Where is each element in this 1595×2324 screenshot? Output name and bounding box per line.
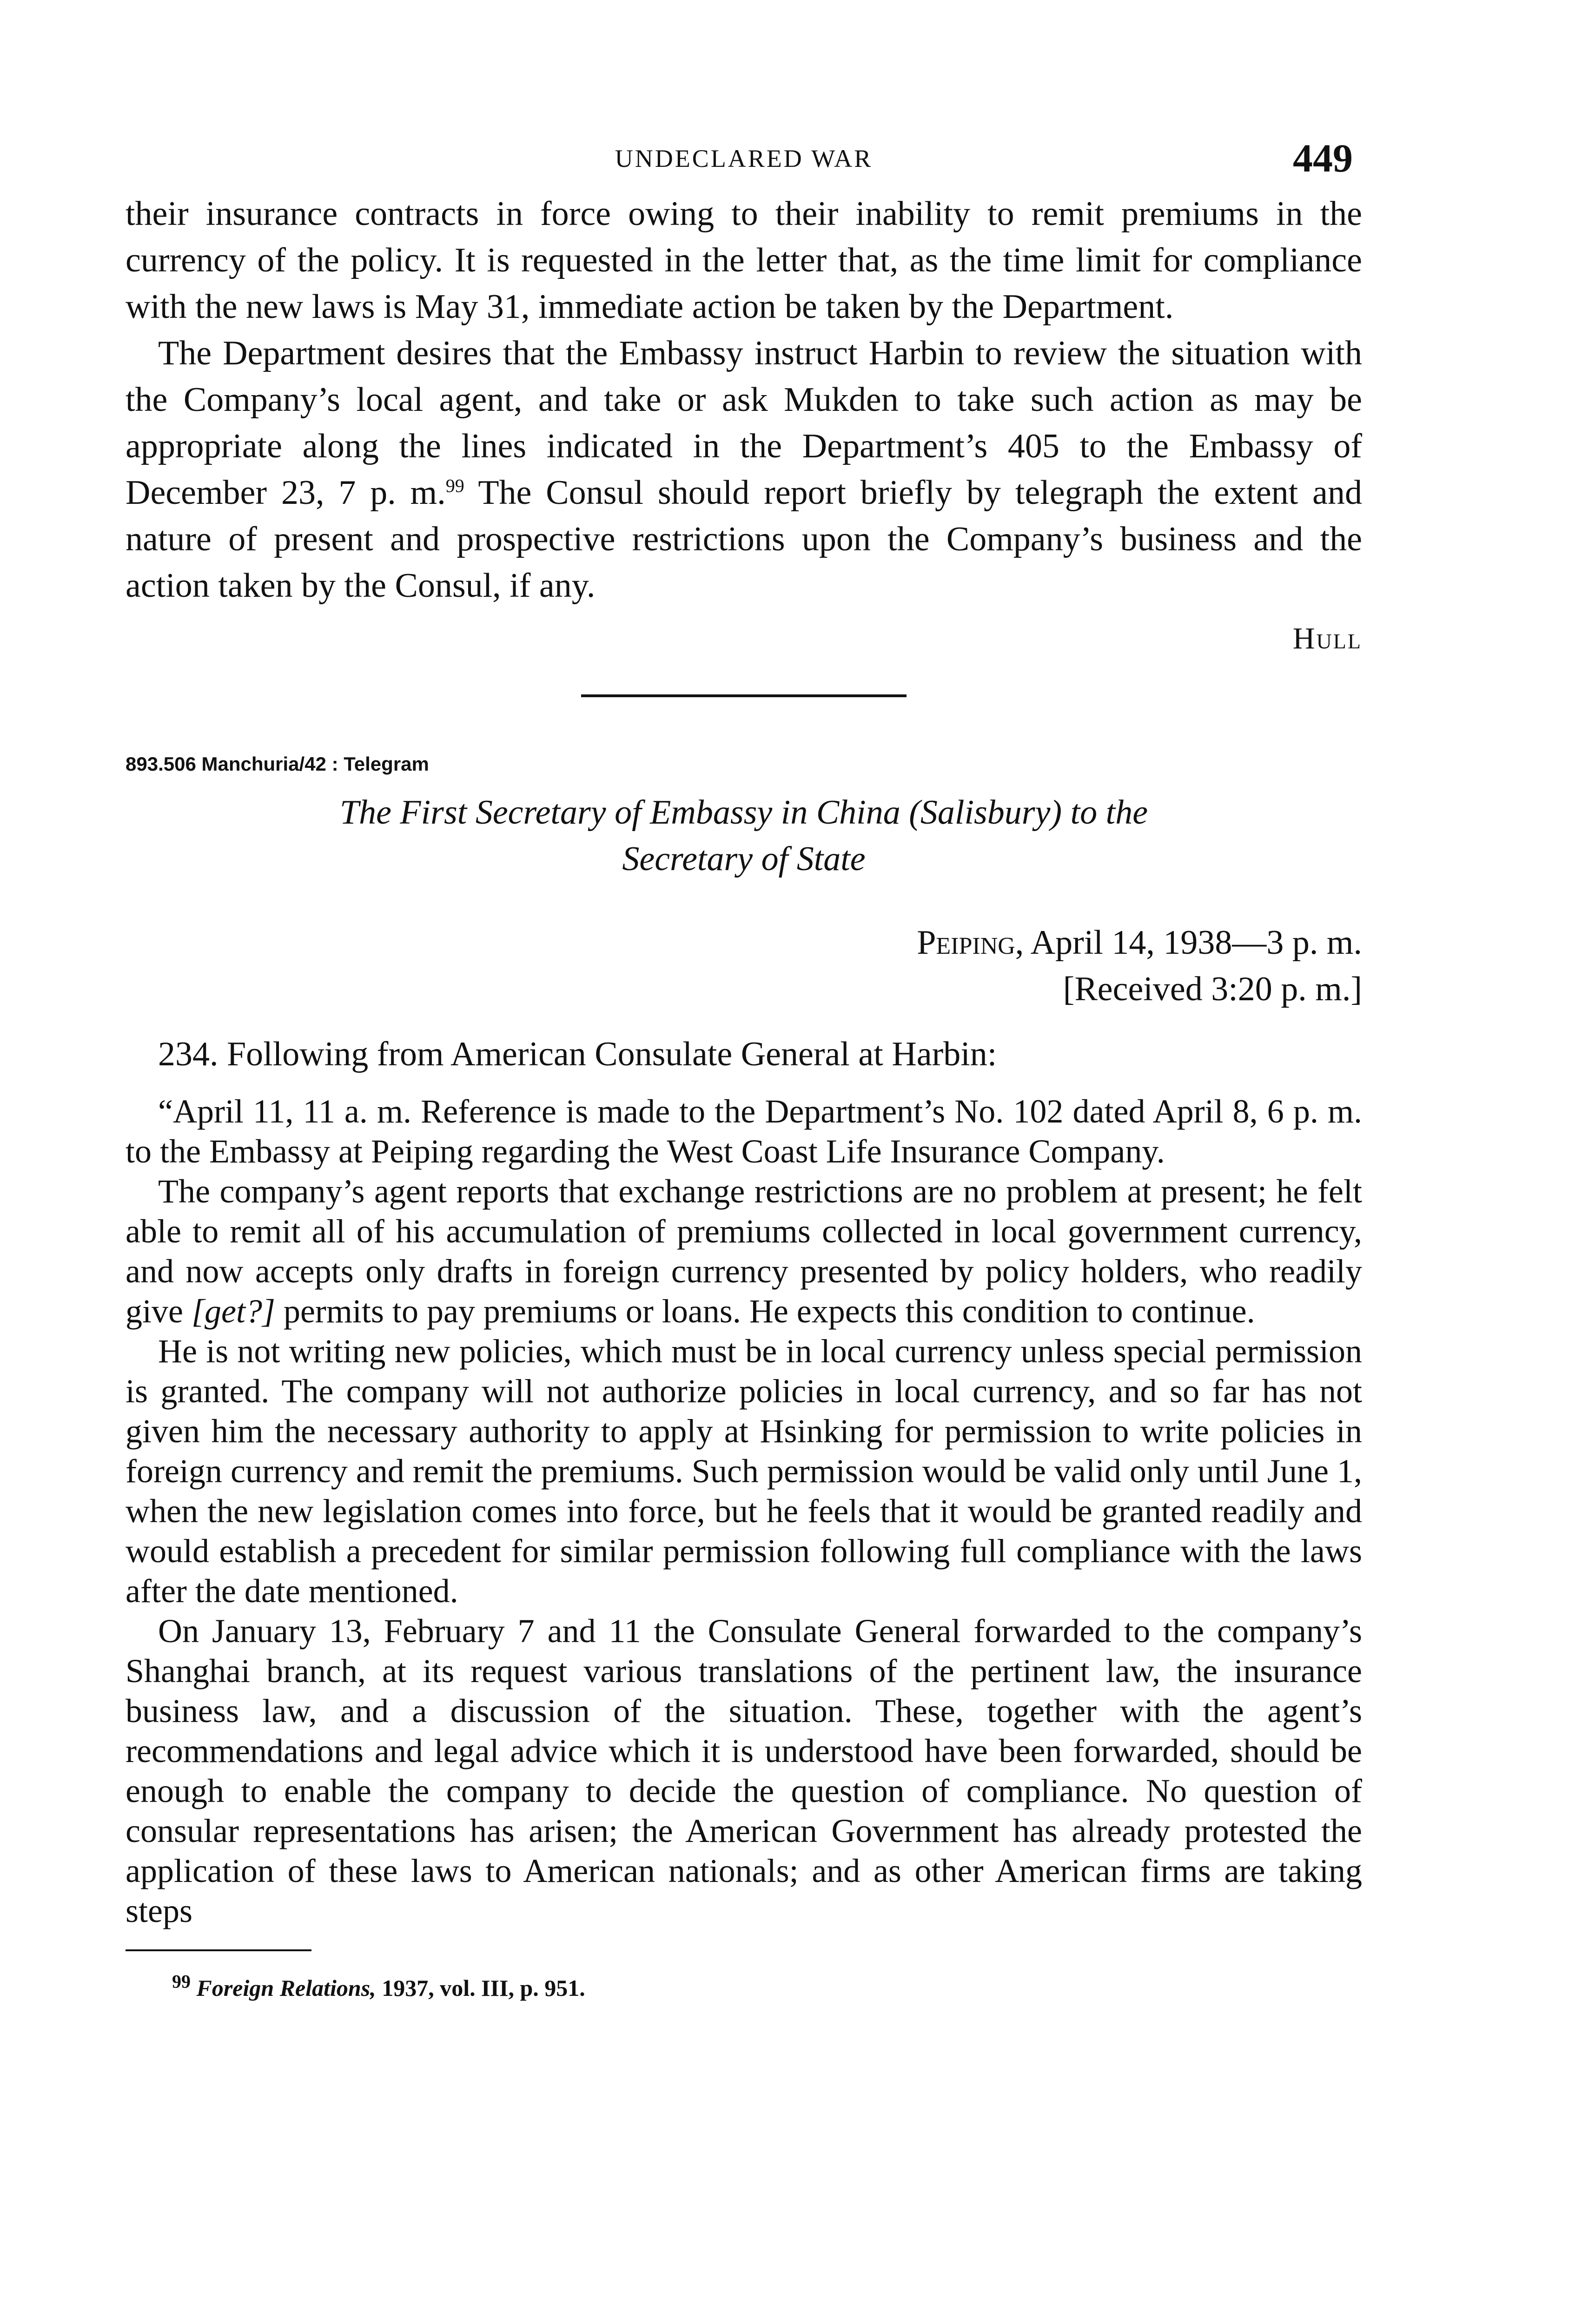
signature: Hull bbox=[1292, 621, 1362, 655]
quoted-paragraph-2-text: The company’s agent reports that exchange restrictions are no problem at present; he felt able to remit all of his accumulation of premiums collected in local government currency, and now accepts only drafts in foreign currency presented by policy holders, who readily give bbox=[126, 1173, 1362, 1330]
dateline-place: Peiping, bbox=[917, 924, 1024, 962]
dateline-date: April 14, 1938—3 p. m. bbox=[1024, 924, 1362, 962]
quoted-paragraph-4: On January 13, February 7 and 11 the Consulate General forwarded to the company’s Shanghai branch, at its request various translations of the pertinent law, the insurance business law, and a discussion of the situation. These, together with the agent’s recommendations and legal advice which it is understood have been forwarded, should be enough to enable the company to decide the question of compliance. No question of consular representations has arisen; the American Government has already protested the application of these laws to American nationals; and as other American firms are taking steps bbox=[126, 1612, 1362, 1929]
numbered-paragraph: 234. Following from American Consulate General at Harbin: bbox=[158, 1035, 997, 1073]
document-title-line-2: Secretary of State bbox=[622, 840, 866, 878]
document-title-line-1: The First Secretary of Embassy in China (Salisbury) to the bbox=[339, 793, 1148, 832]
page-number: 449 bbox=[1293, 136, 1353, 180]
footnote-detail: 1937, vol. III, p. 951. bbox=[376, 1975, 585, 2001]
editorial-insert: [get?] bbox=[191, 1293, 275, 1330]
intro-paragraph-2-text: The Department desires that the Embassy instruct Harbin to review the situation with the Company’s local agent, and take or ask Mukden to take such action as may be appropriate along the lines indicated in the Department’s 405 to the Embassy of December 23, 7 p. m. bbox=[126, 334, 1362, 512]
quoted-paragraph-1: “April 11, 11 a. m. Reference is made to the Department’s No. 102 dated April 8, 6 p. m. to the Embassy at Peiping regarding the West Coast Life Insurance Company. bbox=[126, 1093, 1362, 1170]
intro-paragraph-1: their insurance contracts in force owing to their inability to remit premiums in the currency of the policy. It is requested in the letter that, as the time limit for compliance with the new laws is May 31, immediate action be taken by the Department. bbox=[126, 195, 1362, 326]
footnote-marker: 99 bbox=[172, 1971, 191, 1992]
intro-section bbox=[126, 191, 1362, 662]
quoted-paragraph-2-tail: permits to pay premiums or loans. He expects this condition to continue. bbox=[275, 1293, 1255, 1330]
intro-paragraph-2 bbox=[126, 330, 1362, 609]
document-title bbox=[126, 789, 1362, 882]
footnote-divider bbox=[126, 1949, 311, 1951]
file-reference: 893.506 Manchuria/42 : Telegram bbox=[126, 753, 429, 775]
quoted-paragraph-3: He is not writing new policies, which must be in local currency unless special permission is granted. The company will not authorize policies in local currency, and so far has not given him the necessary authority to apply at Hsinking for permission to write policies in foreign currency and remit the premiums. Such permission would be valid only until June 1, when the new legislation comes into force, but he feels that it would be granted readily and would establish a precedent for similar permission following full compliance with the laws after the date mentioned. bbox=[126, 1333, 1362, 1610]
running-title: UNDECLARED WAR bbox=[615, 145, 873, 172]
document-page bbox=[126, 135, 1362, 2324]
intro-paragraph-2-tail: The Consul should report briefly by telegraph the extent and nature of present and prospective restrictions upon the Company’s business and the action taken by the Consul, if any. bbox=[126, 474, 1362, 605]
footnote bbox=[126, 1971, 1362, 2001]
running-header bbox=[126, 135, 1362, 191]
telegram-body bbox=[126, 1031, 1362, 1931]
section-divider bbox=[581, 694, 907, 697]
quoted-telegram bbox=[126, 1091, 1362, 1931]
quoted-paragraph-2 bbox=[126, 1171, 1362, 1331]
footnote-reference: 99 bbox=[445, 475, 464, 496]
dateline bbox=[126, 919, 1362, 966]
received-note: [Received 3:20 p. m.] bbox=[1063, 970, 1362, 1008]
footnote-source: Foreign Relations, bbox=[196, 1975, 376, 2001]
